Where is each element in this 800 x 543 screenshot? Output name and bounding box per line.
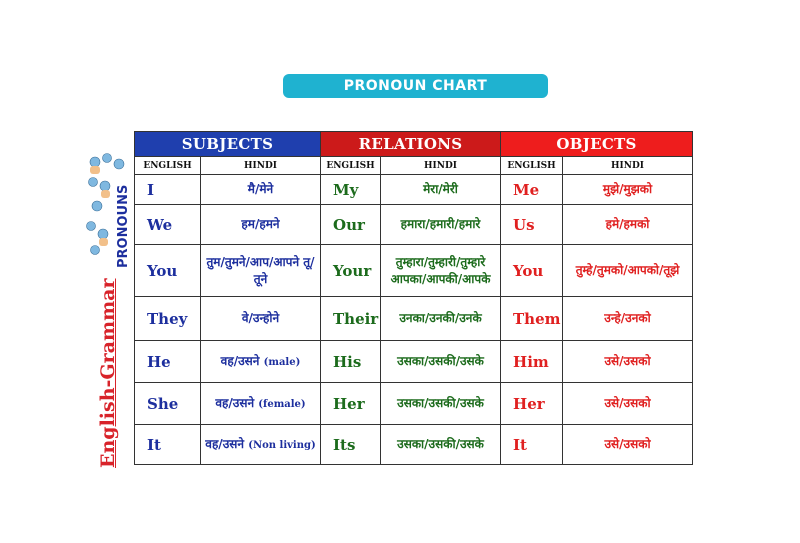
object-hindi: उसे/उसको — [563, 341, 693, 383]
relation-hindi: तुम्हारा/तुम्हारी/तुम्हारे आपका/आपकी/आपके — [381, 245, 501, 297]
object-english: You — [501, 245, 563, 297]
relation-hindi: मेरा/मेरी — [381, 175, 501, 205]
subject-hindi-subheader: HINDI — [201, 157, 321, 175]
object-hindi: तुम्हे/तुमको/आपको/तूझे — [563, 245, 693, 297]
object-english: Us — [501, 205, 563, 245]
subject-english: You — [135, 245, 201, 297]
relation-english: Their — [321, 297, 381, 341]
object-hindi: उन्हे/उनको — [563, 297, 693, 341]
english-grammar-label: English-Grammar — [97, 278, 119, 468]
subject-hindi: वह/उसने (female) — [201, 383, 321, 425]
subject-hindi: वह/उसने (male) — [201, 341, 321, 383]
relation-hindi: उनका/उनकी/उनके — [381, 297, 501, 341]
relation-english: Her — [321, 383, 381, 425]
table-row — [135, 341, 693, 383]
logo-text: PRONOUNS — [116, 184, 131, 268]
subject-english: He — [135, 341, 201, 383]
relation-hindi: हमारा/हमारी/हमारे — [381, 205, 501, 245]
object-english: Them — [501, 297, 563, 341]
subject-hindi: वह/उसने (Non living) — [201, 425, 321, 465]
object-english-subheader: ENGLISH — [501, 157, 563, 175]
object-english: Him — [501, 341, 563, 383]
object-english: Me — [501, 175, 563, 205]
subject-hindi: मै/मेने — [201, 175, 321, 205]
chart-title: PRONOUN CHART — [283, 74, 548, 98]
subject-english: It — [135, 425, 201, 465]
subject-hindi: हम/हमने — [201, 205, 321, 245]
relation-english: Your — [321, 245, 381, 297]
subject-hindi: वे/उन्होने — [201, 297, 321, 341]
object-hindi: मुझे/मुझको — [563, 175, 693, 205]
relation-hindi: उसका/उसकी/उसके — [381, 341, 501, 383]
subject-english: They — [135, 297, 201, 341]
objects-header: OBJECTS — [501, 132, 693, 157]
object-hindi: हमे/हमको — [563, 205, 693, 245]
relation-english: My — [321, 175, 381, 205]
relation-english: Our — [321, 205, 381, 245]
object-english: Her — [501, 383, 563, 425]
table-row — [135, 383, 693, 425]
object-hindi-subheader: HINDI — [563, 157, 693, 175]
pronouns-logo — [85, 150, 135, 270]
relation-english: Its — [321, 425, 381, 465]
table-row — [135, 205, 693, 245]
pronoun-table — [134, 131, 693, 465]
relation-hindi: उसका/उसकी/उसके — [381, 383, 501, 425]
subjects-header: SUBJECTS — [135, 132, 321, 157]
subject-english: We — [135, 205, 201, 245]
subject-note: (male) — [263, 356, 301, 368]
subject-english: She — [135, 383, 201, 425]
relation-english: His — [321, 341, 381, 383]
subject-note: (Non living) — [248, 439, 316, 451]
relation-hindi-subheader: HINDI — [381, 157, 501, 175]
object-hindi: उसे/उसको — [563, 383, 693, 425]
table-row — [135, 175, 693, 205]
subject-english-subheader: ENGLISH — [135, 157, 201, 175]
relation-english-subheader: ENGLISH — [321, 157, 381, 175]
object-hindi: उसे/उसको — [563, 425, 693, 465]
relation-hindi: उसका/उसकी/उसके — [381, 425, 501, 465]
subject-english: I — [135, 175, 201, 205]
object-english: It — [501, 425, 563, 465]
table-row — [135, 297, 693, 341]
subject-note: (female) — [258, 398, 306, 410]
table-row — [135, 425, 693, 465]
subject-hindi: तुम/तुमने/आप/आपने तू/तूने — [201, 245, 321, 297]
relations-header: RELATIONS — [321, 132, 501, 157]
table-row — [135, 245, 693, 297]
